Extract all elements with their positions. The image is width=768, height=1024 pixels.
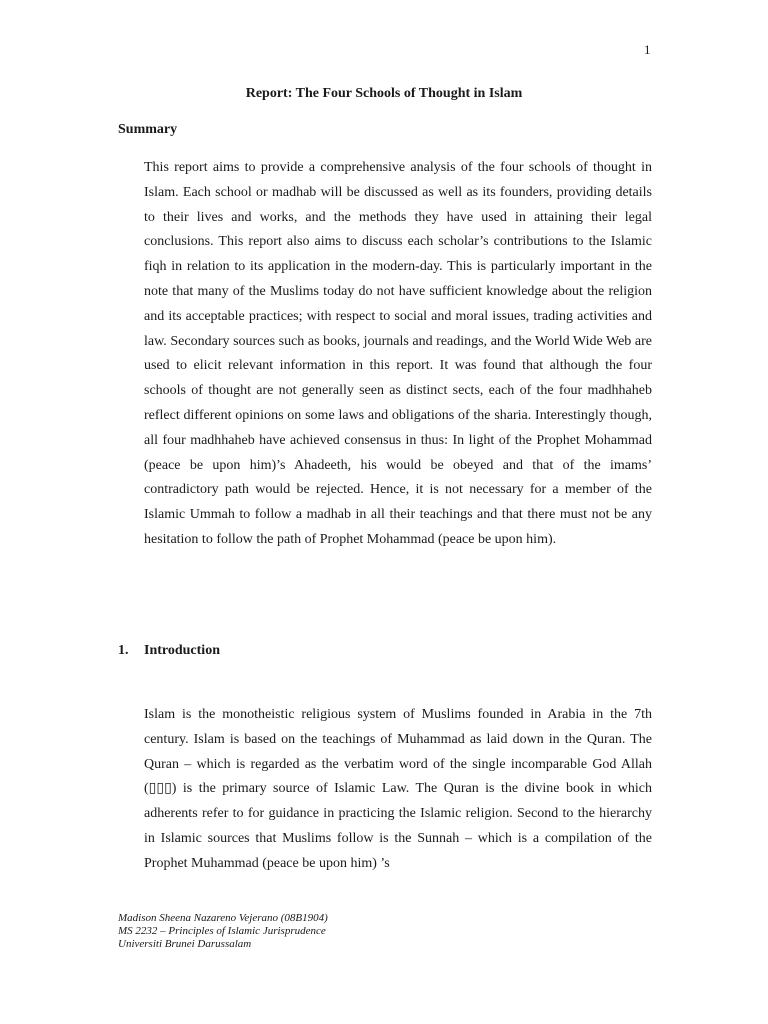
footer-university: Universiti Brunei Darussalam	[118, 938, 252, 950]
footer-author: Madison Sheena Nazareno Vejerano (08B1904)	[118, 912, 328, 924]
summary-heading: Summary	[118, 122, 178, 137]
section-number: 1.	[118, 643, 129, 658]
introduction-paragraph: Islam is the monotheistic religious system of Muslims founded in Arabia in the 7th century. Islam is based on the teachings of Muhammad as laid down in the Quran. The Quran – which is regarded as the verbatim word of the single incomparable God Allah (▯▯▯) is the primary source of Islamic Law. The Quran is the divine book in which adherents refer to for guidance in practicing the Islamic religion. Second to the hierarchy in Islamic sources that Muslims follow is the Sunnah – which is a compilation of the Prophet Muhammad (peace be upon him) ’s	[144, 707, 652, 871]
introduction-heading	[118, 643, 220, 659]
section-title: Introduction	[144, 643, 220, 658]
footer-course: MS 2232 – Principles of Islamic Jurisprudence	[118, 925, 326, 937]
summary-paragraph: This report aims to provide a comprehensive analysis of the four schools of thought in Islam. Each school or madhab will be discussed as well as its founders, providing details to their lives and works, and the methods they have used in attaining their legal conclusions. This report also aims to discuss each scholar’s contributions to the Islamic fiqh in relation to its application in the modern-day. This is particularly important in the note that many of the Muslims today do not have sufficient knowledge about the religion and its acceptable practices; with respect to social and moral issues, trading activities and law. Secondary sources such as books, journals and readings, and the World Wide Web are used to elicit relevant information in this report. It was found that although the four schools of thought are not generally seen as distinct sects, each of the four madhhaheb reflect different opinions on some laws and obligations of the sharia. Interestingly though, all four madhhaheb have achieved consensus in thus: In light of the Prophet Mohammad (peace be upon him)’s Ahadeeth, his would be obeyed and that of the imams’ contradictory path would be rejected. Hence, it is not necessary for a member of the Islamic Ummah to follow a madhab in all their teachings and that there must not be any hesitation to follow the path of Prophet Mohammad (peace be upon him).	[144, 160, 652, 547]
report-title: Report: The Four Schools of Thought in Islam	[245, 86, 523, 101]
page-footer	[118, 912, 328, 951]
page-number: 1	[644, 42, 651, 57]
